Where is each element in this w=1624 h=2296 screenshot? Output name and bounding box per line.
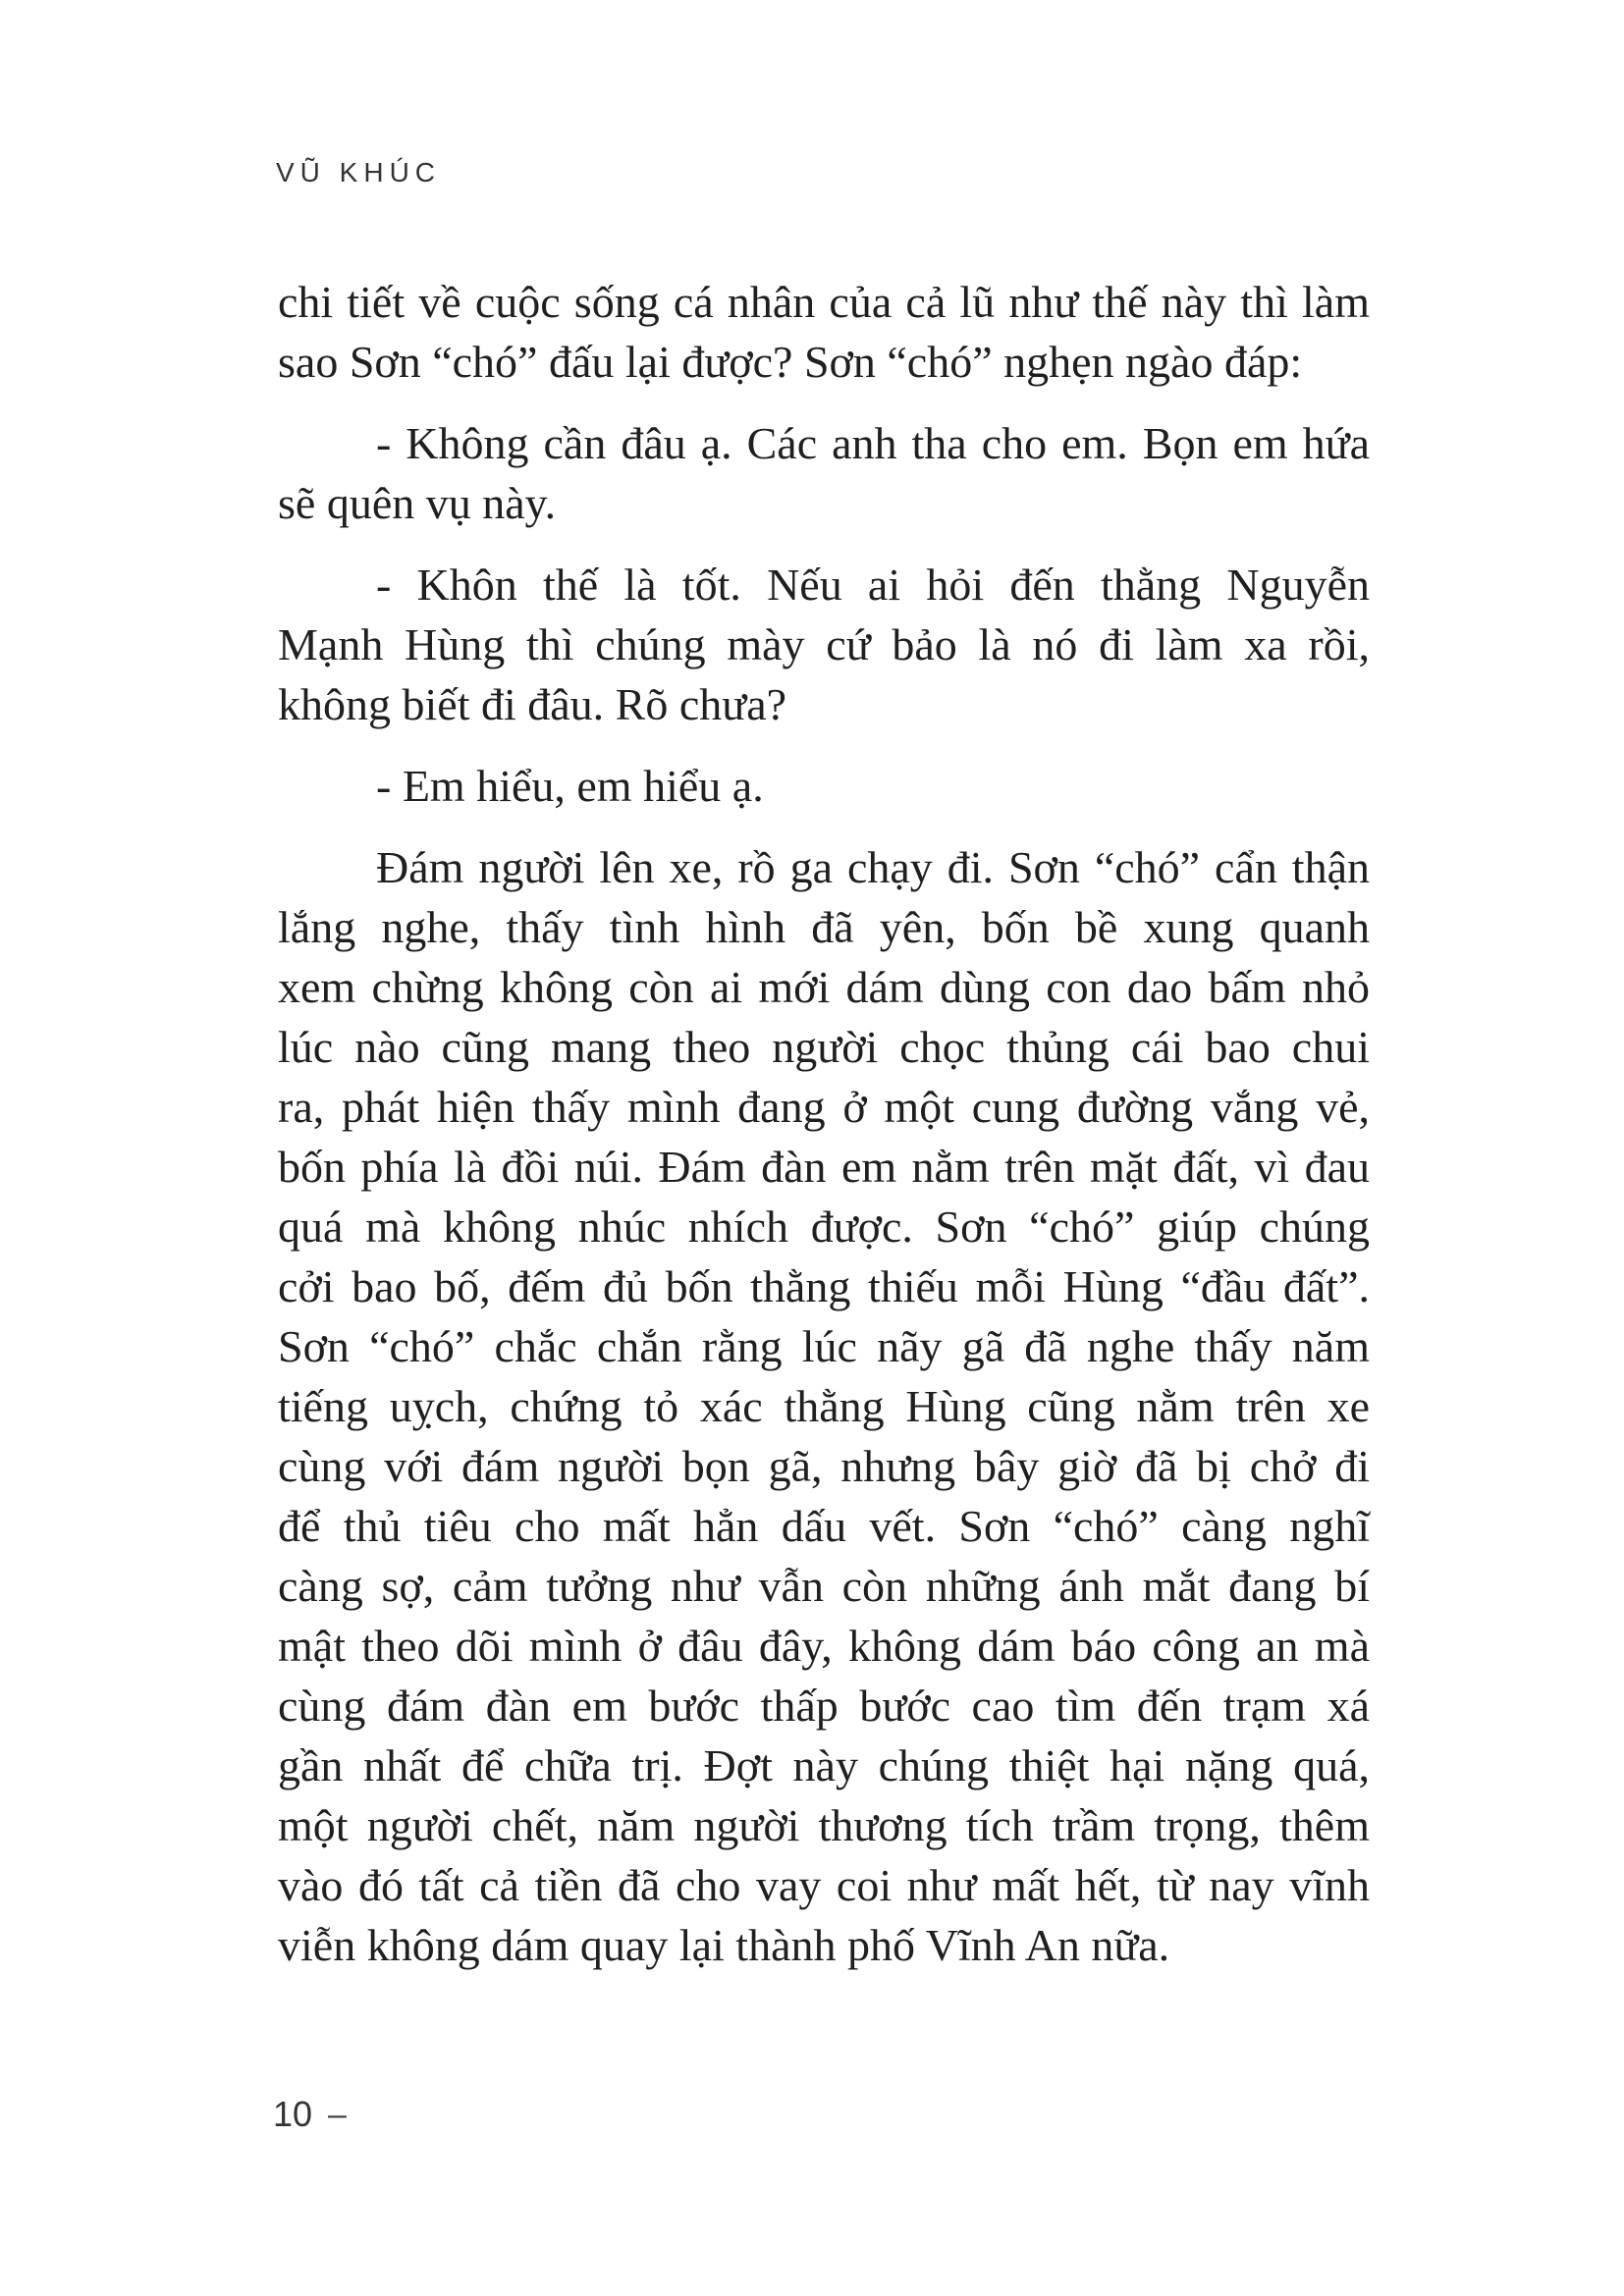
text-line: sẽ quên vụ này. bbox=[278, 478, 557, 528]
text-line: lúc nào cũng mang theo người chọc thủng cái bao chui bbox=[278, 1022, 1370, 1072]
text-line: lắng nghe, thấy tình hình đã yên, bốn bề xung quanh bbox=[278, 902, 1370, 952]
text-line: càng sợ, cảm tưởng như vẫn còn những ánh mắt đang bí bbox=[278, 1561, 1370, 1611]
text-line: chi tiết về cuộc sống cá nhân của cả lũ như thế này thì làm bbox=[278, 277, 1370, 327]
text-line: không biết đi đâu. Rõ chưa? bbox=[278, 679, 787, 729]
text-line: vào đó tất cả tiền đã cho vay coi như mất hết, từ nay vĩnh bbox=[278, 1860, 1370, 1910]
text-line: Đám người lên xe, rồ ga chạy đi. Sơn “chó” cẩn thận bbox=[376, 842, 1370, 892]
text-line: - Khôn thế là tốt. Nếu ai hỏi đến thằng Nguyễn bbox=[376, 560, 1370, 610]
text-line: viễn không dám quay lại thành phố Vĩnh An nữa. bbox=[278, 1920, 1170, 1970]
text-line: mật theo dõi mình ở đâu đây, không dám báo công an mà bbox=[278, 1621, 1370, 1671]
text-line: để thủ tiêu cho mất hẳn dấu vết. Sơn “chó” càng nghĩ bbox=[278, 1501, 1370, 1551]
text-line: ra, phát hiện thấy mình đang ở một cung đường vắng vẻ, bbox=[278, 1082, 1370, 1132]
text-line: sao Sơn “chó” đấu lại được? Sơn “chó” nghẹn ngào đáp: bbox=[278, 337, 1303, 387]
page-number: 10 bbox=[273, 2094, 313, 2134]
text-line: - Em hiểu, em hiểu ạ. bbox=[376, 761, 764, 811]
paragraph bbox=[278, 413, 1370, 533]
paragraph bbox=[278, 837, 1370, 1975]
text-line: cởi bao bố, đếm đủ bốn thằng thiếu mỗi Hùng “đầu đất”. bbox=[278, 1261, 1370, 1311]
text-line: bốn phía là đồi núi. Đám đàn em nằm trên mặt đất, vì đau bbox=[278, 1142, 1370, 1192]
paragraph bbox=[278, 756, 1370, 816]
text-line: xem chừng không còn ai mới dám dùng con dao bấm nhỏ bbox=[278, 962, 1370, 1012]
text-line: Sơn “chó” chắc chắn rằng lúc nãy gã đã nghe thấy năm bbox=[278, 1321, 1370, 1371]
text-line: tiếng uỵch, chứng tỏ xác thằng Hùng cũng nằm trên xe bbox=[278, 1381, 1370, 1431]
text-line: gần nhất để chữa trị. Đợt này chúng thiệt hại nặng quá, bbox=[278, 1740, 1370, 1790]
text-line: một người chết, năm người thương tích trầm trọng, thêm bbox=[278, 1800, 1370, 1850]
text-line: cùng với đám người bọn gã, nhưng bây giờ đã bị chở đi bbox=[278, 1441, 1370, 1491]
text-line: quá mà không nhúc nhích được. Sơn “chó” giúp chúng bbox=[278, 1201, 1370, 1252]
page-footer bbox=[273, 2094, 347, 2135]
text-line: - Không cần đâu ạ. Các anh tha cho em. Bọn em hứa bbox=[376, 418, 1370, 468]
body-text bbox=[278, 272, 1370, 1975]
paragraph bbox=[278, 272, 1370, 392]
text-line: Mạnh Hùng thì chúng mày cứ bảo là nó đi làm xa rồi, bbox=[278, 619, 1370, 669]
running-header: VŨ KHÚC bbox=[276, 157, 442, 187]
paragraph bbox=[278, 555, 1370, 734]
text-line: cùng đám đàn em bước thấp bước cao tìm đến trạm xá bbox=[278, 1681, 1370, 1731]
page-number-dash: – bbox=[328, 2095, 347, 2133]
